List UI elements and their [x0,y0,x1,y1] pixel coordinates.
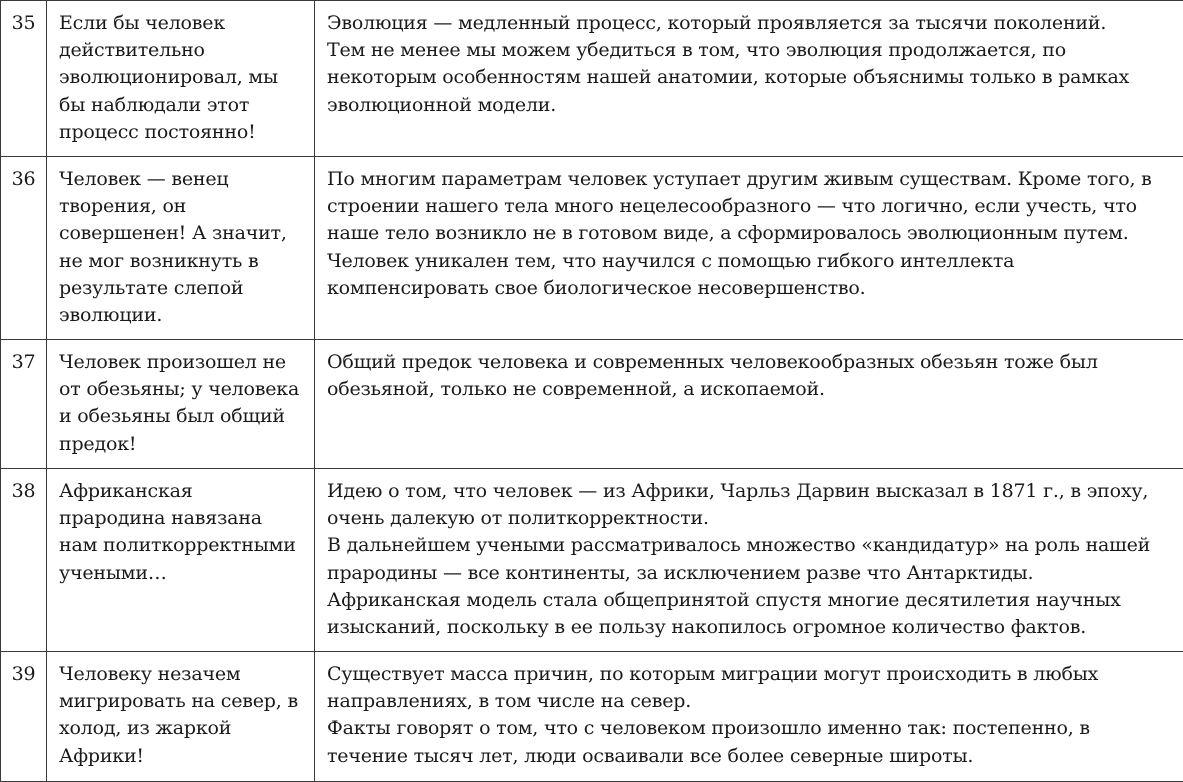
answer-cell [315,652,1183,782]
answer-paragraph: Существует масса причин, по которым миграции могут происходить в любых направлениях, в том числе на север. [327,661,1171,715]
table-row [1,469,1183,652]
answer-paragraph: Эволюция — медленный процесс, который проявляется за тысячи поколений. [327,10,1171,37]
answer-cell [315,157,1183,340]
myth-cell: Человек произошел не от обезьяны; у человека и обезьяны был общий предок! [47,340,315,469]
answer-paragraph: Идею о том, что человек — из Африки, Чарльз Дарвин высказал в 1871 г., в эпоху, очень далекую от политкорректности. [327,478,1171,532]
myth-cell: Африканская прародина навязана нам политкорректными учеными… [47,469,315,652]
row-number: 36 [1,157,47,340]
row-number: 39 [1,652,47,782]
row-number: 38 [1,469,47,652]
table-row [1,340,1183,469]
answer-cell [315,1,1183,157]
table-row [1,157,1183,340]
answer-paragraph: Человек уникален тем, что научился с помощью гибкого интеллекта компенсировать свое биологическое несовершенство. [327,248,1171,302]
answer-paragraph: Общий предок человека и современных человекообразных обезьян тоже был обезьяной, только не современной, а ископаемой. [327,349,1171,403]
table-row [1,1,1183,157]
myth-cell: Человек — венец творения, он совершенен! А значит, не мог возникнуть в результате слепой эволюции. [47,157,315,340]
answer-paragraph: Факты говорят о том, что с человеком произошло именно так: постепенно, в течение тысяч лет, люди осваивали все более северные широты. [327,715,1171,769]
answer-paragraph: По многим параметрам человек уступает другим живым существам. Кроме того, в строении нашего тела много нецелесообразного — что логично, если учесть, что наше тело возникло не в готовом виде, а сформировалось эволюционным путем. [327,166,1171,248]
row-number: 35 [1,1,47,157]
answer-paragraph: В дальнейшем учеными рассматривалось множество «кандидатур» на роль нашей прародины — все континенты, за исключением разве что Антарктиды. Африканская модель стала общепринятой спустя многие десятилетия научных изысканий, поскольку в ее пользу накопилось огромное количество фактов. [327,532,1171,641]
answer-cell [315,340,1183,469]
myth-cell: Человеку незачем мигрировать на север, в холод, из жаркой Африки! [47,652,315,782]
row-number: 37 [1,340,47,469]
answer-paragraph: Тем не менее мы можем убедиться в том, что эволюция продолжается, по некоторым особенностям нашей анатомии, которые объяснимы только в рамках эволюционной модели. [327,37,1171,119]
myth-cell: Если бы человек действительно эволюционировал, мы бы наблюдали этот процесс постоянно! [47,1,315,157]
table-row [1,652,1183,782]
answer-cell [315,469,1183,652]
